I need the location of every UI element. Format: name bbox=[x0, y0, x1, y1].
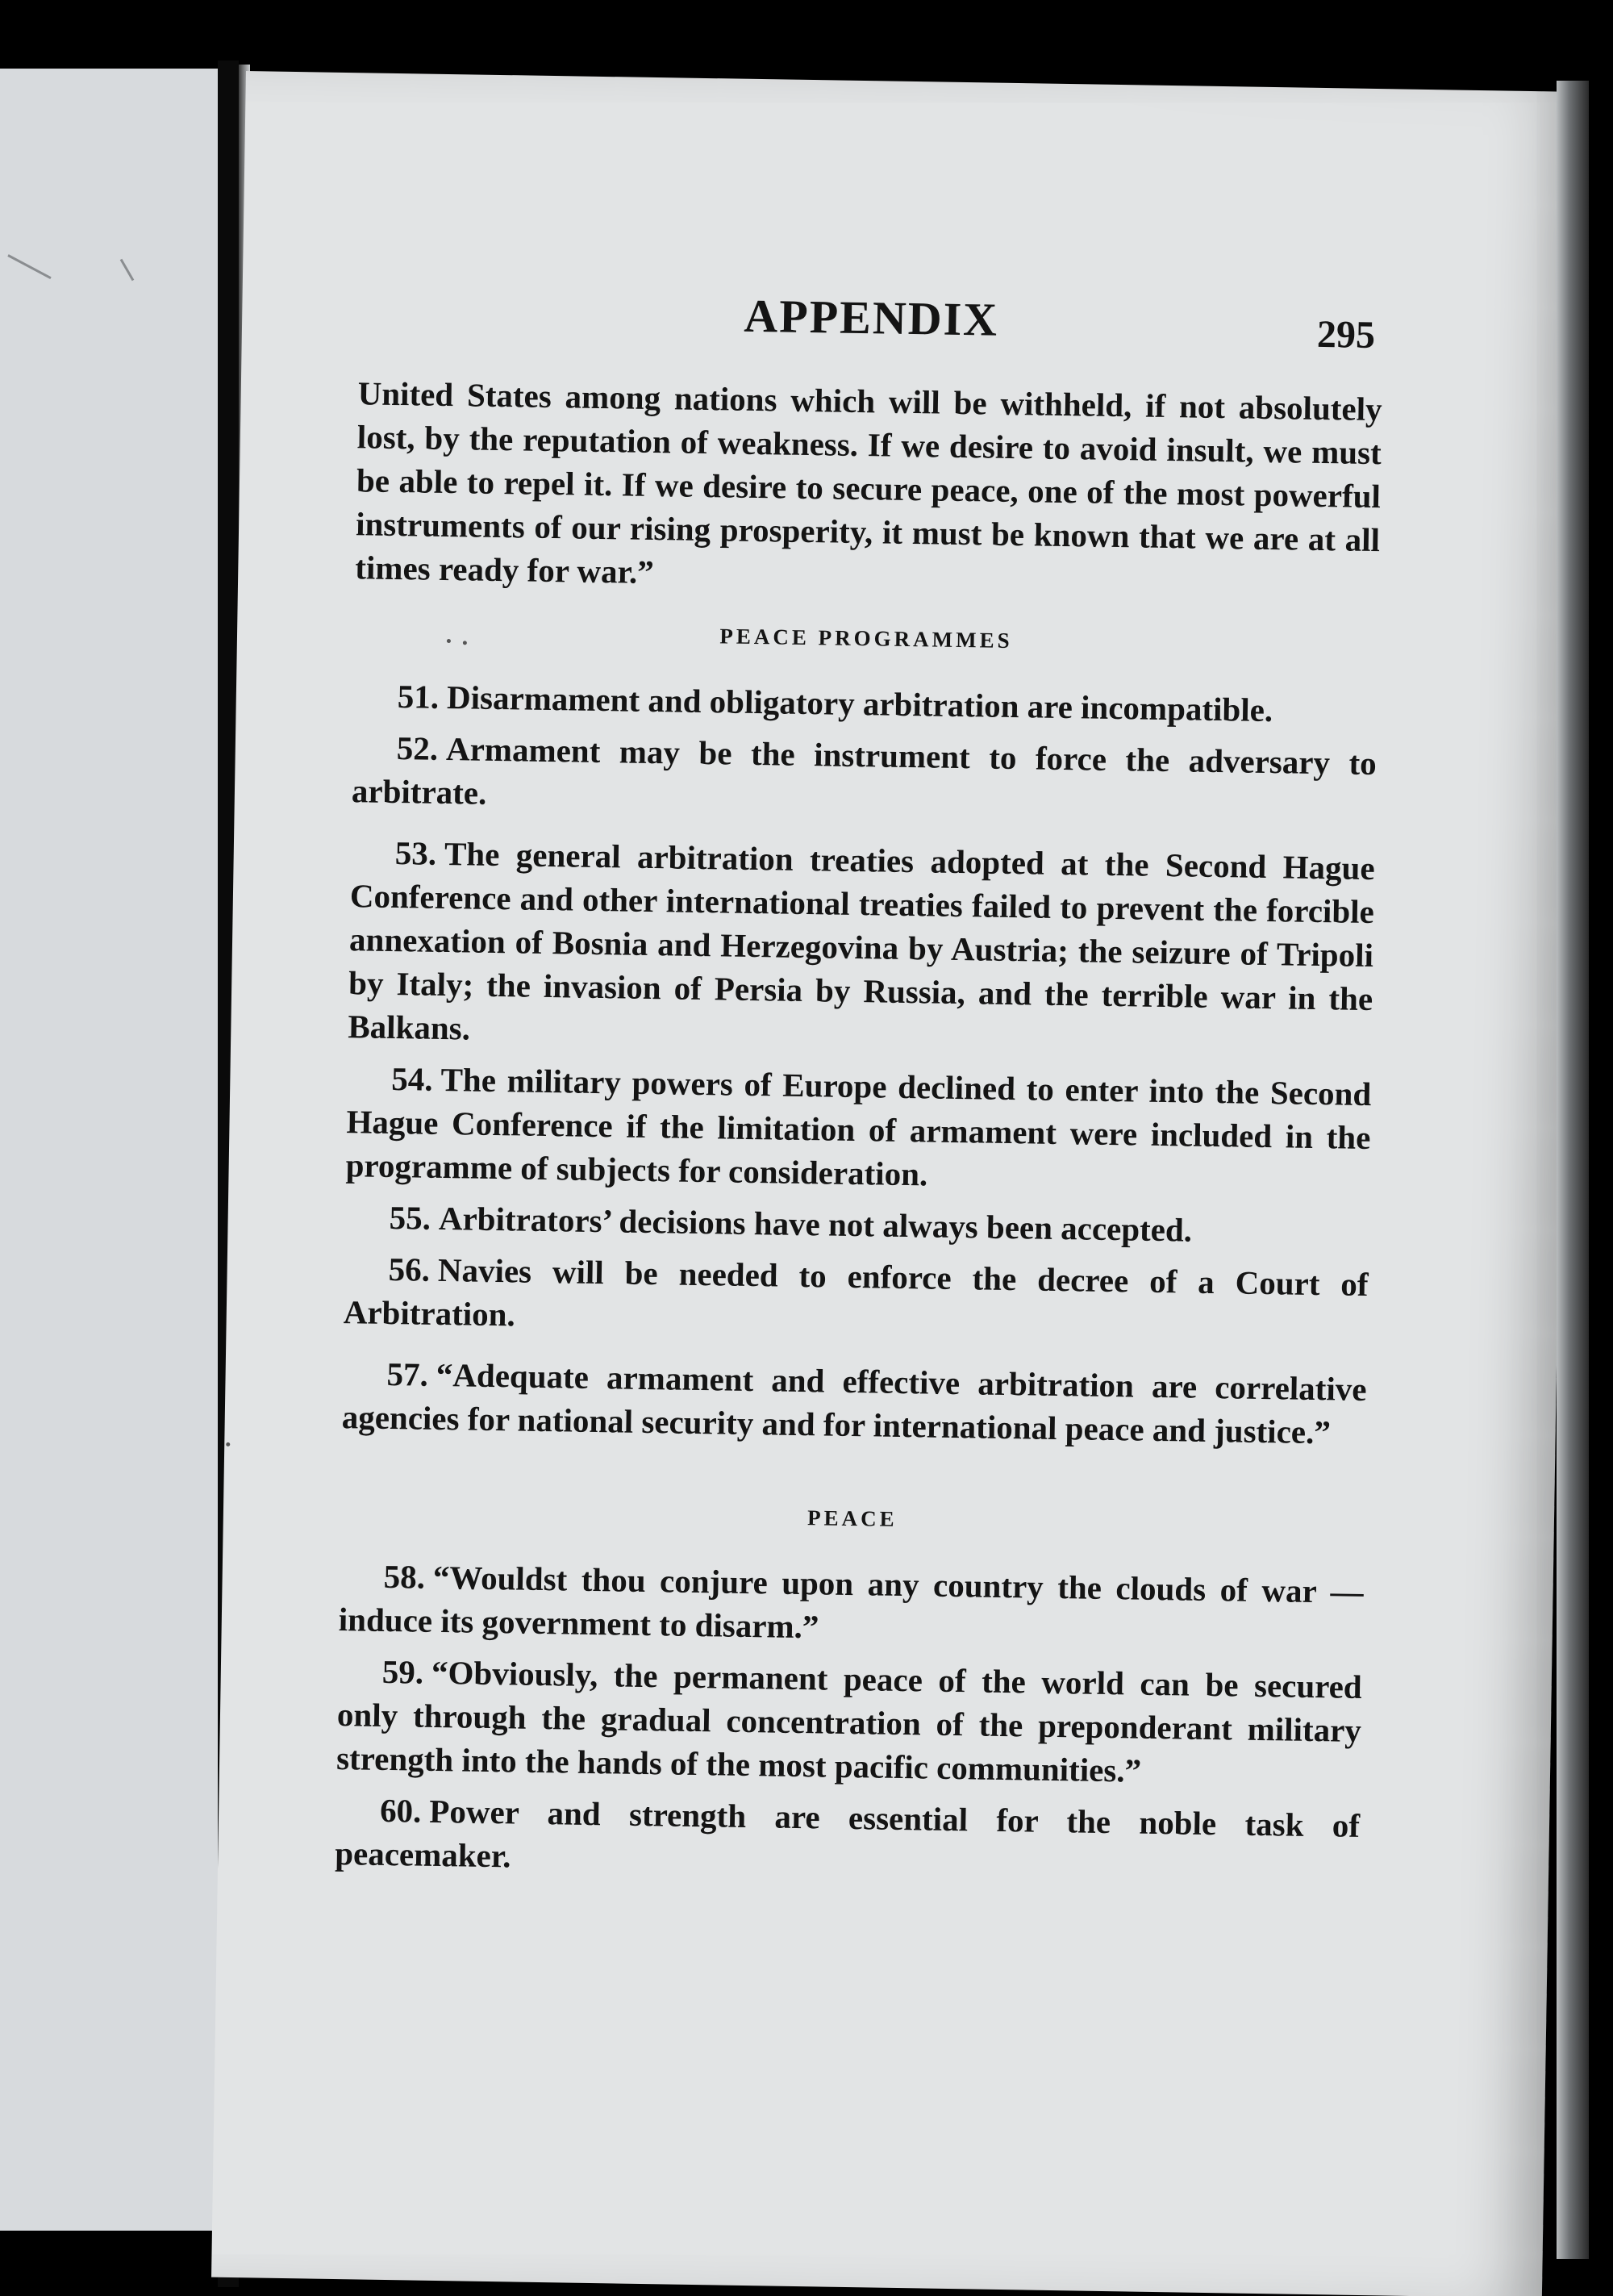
numbered-item bbox=[352, 674, 1378, 733]
section-heading-peace-programmes: PEACE PROGRAMMES bbox=[719, 624, 1013, 653]
page-header bbox=[358, 282, 1384, 387]
page-content bbox=[335, 282, 1384, 1899]
numbered-item bbox=[348, 830, 1375, 1064]
item-number: 51. bbox=[397, 678, 440, 716]
item-text: “Adequate armament and effective arbitration are correlative agencies for national security and for international peace and justice.” bbox=[341, 1355, 1367, 1451]
item-number: 57. bbox=[386, 1355, 429, 1393]
page-number: 295 bbox=[1316, 312, 1376, 357]
item-text: The military powers of Europe declined to enter into the Second Hague Conference if the limitation of armament were included in the programme of subjects for consideration. bbox=[345, 1060, 1372, 1193]
item-number: 54. bbox=[391, 1059, 434, 1098]
item-text: “Obviously, the permanent peace of the world can be secured only through the gradual concentration of the preponderant military strength into the hands of the most pacific communities.” bbox=[336, 1653, 1363, 1789]
numbered-item bbox=[344, 1195, 1369, 1254]
item-text: “Wouldst thou conjure upon any country the clouds of war — induce its government to disarm.” bbox=[338, 1558, 1364, 1646]
item-text: Armament may be the instrument to force the adversary to arbitrate. bbox=[351, 730, 1378, 812]
numbered-item bbox=[335, 1788, 1361, 1891]
item-number: 53. bbox=[394, 834, 437, 872]
speck bbox=[226, 1442, 230, 1446]
item-number: 60. bbox=[379, 1791, 422, 1830]
item-text: Power and strength are essential for the noble task of peacemaker. bbox=[334, 1792, 1361, 1875]
item-number: 58. bbox=[383, 1557, 426, 1596]
item-number: 56. bbox=[388, 1250, 431, 1288]
item-text: Arbitrators’ decisions have not always been accepted. bbox=[438, 1199, 1193, 1249]
item-number: 55. bbox=[389, 1198, 431, 1237]
item-number: 52. bbox=[396, 729, 439, 767]
numbered-item bbox=[341, 1351, 1367, 1455]
item-text: The general arbitration treaties adopted at the Second Hague Conference and other international treaties failed to prevent the forcible annexation of Bosnia and Herzegovina by Austria; the seizure of Tripoli by Italy; the invasion of Persia by Russia, and the terrible war in the Balkans. bbox=[348, 834, 1376, 1047]
stray-mark bbox=[120, 259, 135, 281]
numbered-item bbox=[343, 1246, 1369, 1350]
running-head: APPENDIX bbox=[743, 289, 999, 346]
numbered-item bbox=[345, 1056, 1371, 1203]
item-text: Navies will be needed to enforce the decree of a Court of Arbitration. bbox=[343, 1250, 1369, 1334]
facing-page-fragment bbox=[0, 69, 218, 2231]
item-text: Disarmament and obligatory arbitration are incompatible. bbox=[446, 678, 1273, 729]
book-page bbox=[211, 71, 1577, 2296]
numbered-item bbox=[336, 1649, 1362, 1796]
section-heading-peace: PEACE bbox=[806, 1505, 898, 1531]
item-number: 59. bbox=[381, 1652, 424, 1691]
continued-paragraph: United States among nations which will be withheld, if not absolutely lost, by the reputation of weakness. If we desire to avoid insult, we must be able to repel it. If we desire to secure peace, one of the most powerful instruments of our rising prosperity, it must be known that we are at all times ready for war.” bbox=[354, 374, 1382, 591]
page-edge-shadow bbox=[1557, 81, 1589, 2259]
stray-mark bbox=[7, 254, 51, 279]
numbered-item bbox=[338, 1554, 1364, 1657]
numbered-item bbox=[352, 725, 1378, 829]
